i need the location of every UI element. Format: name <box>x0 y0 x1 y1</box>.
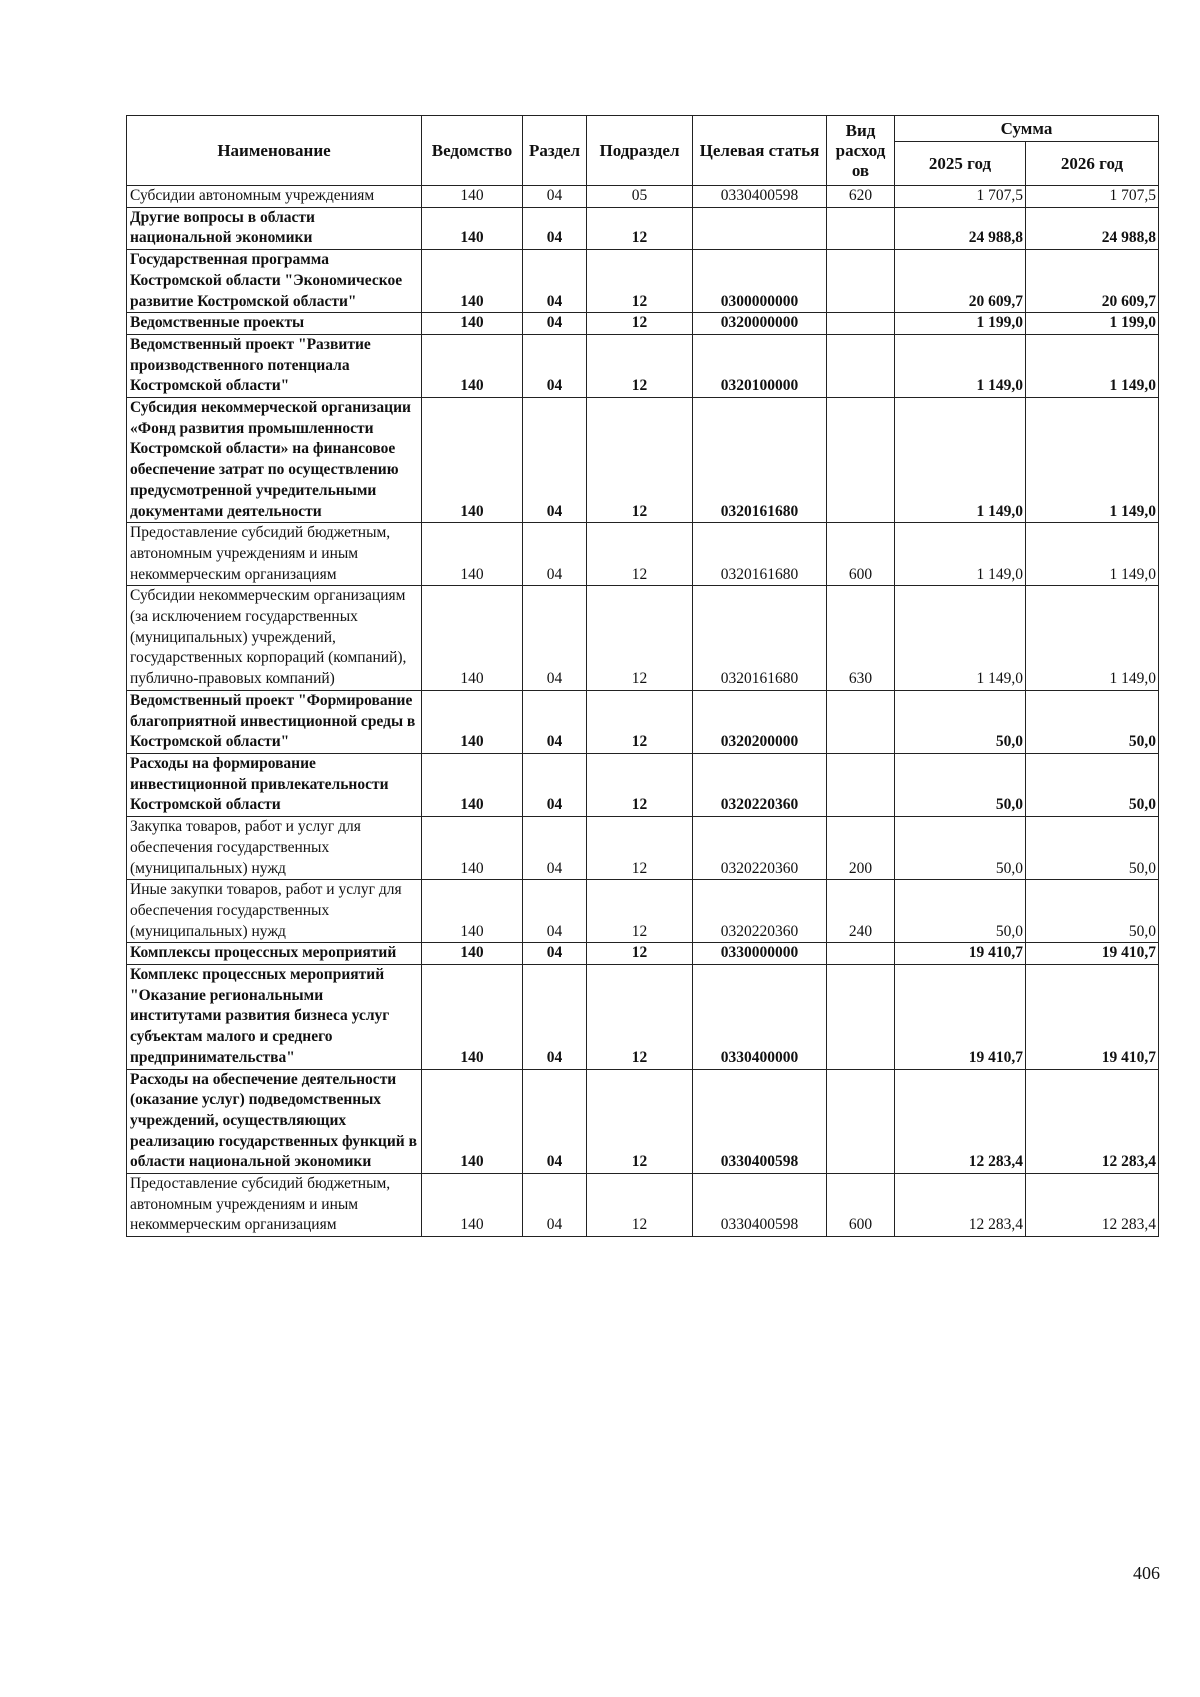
cell-razdel: 04 <box>523 1174 587 1237</box>
table-row <box>127 690 1159 753</box>
cell-vedomstvo: 140 <box>422 753 523 816</box>
cell-name: Субсидии некоммерческим организациям (за исключением государственных (муниципальных) учреждений, государственных корпораций (компаний), публично-правовых компаний) <box>127 586 422 691</box>
cell-name: Ведомственные проекты <box>127 313 422 335</box>
cell-name: Иные закупки товаров, работ и услуг для обеспечения государственных (муниципальных) нужд <box>127 880 422 943</box>
cell-podrazdel: 12 <box>587 1069 693 1174</box>
cell-name: Комплексы процессных мероприятий <box>127 943 422 965</box>
cell-podrazdel: 12 <box>587 586 693 691</box>
cell-sum-2026: 24 988,8 <box>1026 207 1159 249</box>
cell-tselevaya-statya <box>693 207 827 249</box>
table-row <box>127 753 1159 816</box>
cell-sum-2025: 1 149,0 <box>895 334 1026 397</box>
cell-vid-raskhodov <box>827 250 895 313</box>
cell-sum-2026: 50,0 <box>1026 690 1159 753</box>
cell-podrazdel: 05 <box>587 186 693 208</box>
cell-vedomstvo: 140 <box>422 207 523 249</box>
cell-name: Субсидия некоммерческой организации «Фонд развития промышленности Костромской области» на финансовое обеспечение затрат по осуществлению предусмотренной учредительными документами деятельности <box>127 398 422 523</box>
table-row <box>127 817 1159 880</box>
cell-vid-raskhodov: 240 <box>827 880 895 943</box>
cell-vid-raskhodov <box>827 690 895 753</box>
cell-razdel: 04 <box>523 753 587 816</box>
cell-razdel: 04 <box>523 586 587 691</box>
cell-podrazdel: 12 <box>587 250 693 313</box>
cell-vid-raskhodov <box>827 313 895 335</box>
cell-podrazdel: 12 <box>587 523 693 586</box>
cell-sum-2025: 24 988,8 <box>895 207 1026 249</box>
header-year-2025: 2025 год <box>895 142 1026 186</box>
header-vedomstvo: Ведомство <box>422 116 523 186</box>
cell-razdel: 04 <box>523 523 587 586</box>
cell-tselevaya-statya: 0320100000 <box>693 334 827 397</box>
cell-vedomstvo: 140 <box>422 690 523 753</box>
cell-sum-2025: 50,0 <box>895 690 1026 753</box>
cell-vid-raskhodov <box>827 1069 895 1174</box>
table-row <box>127 586 1159 691</box>
budget-table <box>126 115 1159 1237</box>
header-summa: Сумма <box>895 116 1159 142</box>
cell-razdel: 04 <box>523 207 587 249</box>
cell-name: Закупка товаров, работ и услуг для обеспечения государственных (муниципальных) нужд <box>127 817 422 880</box>
table-row <box>127 313 1159 335</box>
cell-tselevaya-statya: 0330000000 <box>693 943 827 965</box>
cell-sum-2026: 1 149,0 <box>1026 398 1159 523</box>
cell-razdel: 04 <box>523 943 587 965</box>
header-tselevaya-statya: Целевая статья <box>693 116 827 186</box>
cell-podrazdel: 12 <box>587 690 693 753</box>
cell-vedomstvo: 140 <box>422 186 523 208</box>
cell-vedomstvo: 140 <box>422 250 523 313</box>
cell-sum-2026: 19 410,7 <box>1026 943 1159 965</box>
cell-podrazdel: 12 <box>587 1174 693 1237</box>
cell-sum-2025: 1 199,0 <box>895 313 1026 335</box>
cell-podrazdel: 12 <box>587 817 693 880</box>
table-row <box>127 523 1159 586</box>
cell-razdel: 04 <box>523 880 587 943</box>
cell-vedomstvo: 140 <box>422 398 523 523</box>
cell-vedomstvo: 140 <box>422 1174 523 1237</box>
table-body <box>127 186 1159 1237</box>
cell-razdel: 04 <box>523 398 587 523</box>
cell-podrazdel: 12 <box>587 313 693 335</box>
cell-sum-2026: 19 410,7 <box>1026 965 1159 1070</box>
cell-vedomstvo: 140 <box>422 943 523 965</box>
cell-tselevaya-statya: 0330400000 <box>693 965 827 1070</box>
cell-vedomstvo: 140 <box>422 586 523 691</box>
table-row <box>127 250 1159 313</box>
table-row <box>127 880 1159 943</box>
cell-sum-2026: 50,0 <box>1026 753 1159 816</box>
cell-sum-2026: 1 149,0 <box>1026 586 1159 691</box>
cell-sum-2026: 1 707,5 <box>1026 186 1159 208</box>
cell-razdel: 04 <box>523 186 587 208</box>
cell-tselevaya-statya: 0320161680 <box>693 586 827 691</box>
cell-sum-2025: 1 149,0 <box>895 523 1026 586</box>
table-row <box>127 1069 1159 1174</box>
cell-vedomstvo: 140 <box>422 1069 523 1174</box>
cell-vedomstvo: 140 <box>422 880 523 943</box>
cell-vid-raskhodov: 600 <box>827 1174 895 1237</box>
cell-sum-2025: 12 283,4 <box>895 1174 1026 1237</box>
cell-name: Субсидии автономным учреждениям <box>127 186 422 208</box>
cell-tselevaya-statya: 0320000000 <box>693 313 827 335</box>
header-year-2026: 2026 год <box>1026 142 1159 186</box>
cell-vid-raskhodov: 630 <box>827 586 895 691</box>
cell-podrazdel: 12 <box>587 334 693 397</box>
cell-vid-raskhodov <box>827 398 895 523</box>
cell-tselevaya-statya: 0300000000 <box>693 250 827 313</box>
cell-name: Ведомственный проект "Развитие производственного потенциала Костромской области" <box>127 334 422 397</box>
table-row <box>127 1174 1159 1237</box>
page-number: 406 <box>1133 1563 1160 1583</box>
cell-vedomstvo: 140 <box>422 817 523 880</box>
cell-vedomstvo: 140 <box>422 523 523 586</box>
table-row <box>127 186 1159 208</box>
cell-podrazdel: 12 <box>587 398 693 523</box>
cell-sum-2026: 20 609,7 <box>1026 250 1159 313</box>
cell-tselevaya-statya: 0330400598 <box>693 186 827 208</box>
cell-sum-2025: 12 283,4 <box>895 1069 1026 1174</box>
table-row <box>127 334 1159 397</box>
cell-name: Предоставление субсидий бюджетным, автономным учреждениям и иным некоммерческим организациям <box>127 523 422 586</box>
cell-name: Комплекс процессных мероприятий "Оказание региональными институтами развития бизнеса услуг субъектам малого и среднего предпринимательства" <box>127 965 422 1070</box>
cell-vid-raskhodov <box>827 943 895 965</box>
cell-sum-2026: 50,0 <box>1026 880 1159 943</box>
cell-sum-2025: 1 707,5 <box>895 186 1026 208</box>
cell-vid-raskhodov <box>827 334 895 397</box>
header-name: Наименование <box>127 116 422 186</box>
header-vid-raskhodov: Вид расход ов <box>827 116 895 186</box>
table-row <box>127 965 1159 1070</box>
cell-name: Ведомственный проект "Формирование благоприятной инвестиционной среды в Костромской области" <box>127 690 422 753</box>
cell-razdel: 04 <box>523 250 587 313</box>
header-podrazdel: Подраздел <box>587 116 693 186</box>
cell-razdel: 04 <box>523 1069 587 1174</box>
cell-sum-2025: 19 410,7 <box>895 965 1026 1070</box>
cell-sum-2026: 12 283,4 <box>1026 1069 1159 1174</box>
cell-podrazdel: 12 <box>587 207 693 249</box>
cell-sum-2025: 50,0 <box>895 753 1026 816</box>
cell-sum-2025: 20 609,7 <box>895 250 1026 313</box>
cell-tselevaya-statya: 0320220360 <box>693 817 827 880</box>
cell-vedomstvo: 140 <box>422 965 523 1070</box>
cell-sum-2025: 50,0 <box>895 880 1026 943</box>
cell-sum-2026: 50,0 <box>1026 817 1159 880</box>
cell-name: Другие вопросы в области национальной экономики <box>127 207 422 249</box>
cell-tselevaya-statya: 0320161680 <box>693 398 827 523</box>
cell-razdel: 04 <box>523 313 587 335</box>
cell-sum-2025: 50,0 <box>895 817 1026 880</box>
cell-sum-2026: 1 149,0 <box>1026 334 1159 397</box>
cell-tselevaya-statya: 0320220360 <box>693 753 827 816</box>
table-row <box>127 398 1159 523</box>
cell-name: Предоставление субсидий бюджетным, автономным учреждениям и иным некоммерческим организациям <box>127 1174 422 1237</box>
cell-sum-2026: 1 149,0 <box>1026 523 1159 586</box>
cell-razdel: 04 <box>523 965 587 1070</box>
cell-tselevaya-statya: 0330400598 <box>693 1069 827 1174</box>
cell-vid-raskhodov: 620 <box>827 186 895 208</box>
cell-sum-2025: 1 149,0 <box>895 398 1026 523</box>
cell-vedomstvo: 140 <box>422 334 523 397</box>
cell-vid-raskhodov: 600 <box>827 523 895 586</box>
table-header <box>127 116 1159 186</box>
cell-razdel: 04 <box>523 817 587 880</box>
cell-name: Расходы на формирование инвестиционной привлекательности Костромской области <box>127 753 422 816</box>
cell-sum-2026: 1 199,0 <box>1026 313 1159 335</box>
cell-podrazdel: 12 <box>587 753 693 816</box>
header-razdel: Раздел <box>523 116 587 186</box>
cell-tselevaya-statya: 0330400598 <box>693 1174 827 1237</box>
table-row <box>127 207 1159 249</box>
cell-podrazdel: 12 <box>587 880 693 943</box>
cell-vid-raskhodov: 200 <box>827 817 895 880</box>
cell-vid-raskhodov <box>827 965 895 1070</box>
cell-vid-raskhodov <box>827 753 895 816</box>
cell-tselevaya-statya: 0320161680 <box>693 523 827 586</box>
cell-sum-2026: 12 283,4 <box>1026 1174 1159 1237</box>
cell-razdel: 04 <box>523 334 587 397</box>
cell-name: Расходы на обеспечение деятельности (оказание услуг) подведомственных учреждений, осуществляющих реализацию государственных функций в области национальной экономики <box>127 1069 422 1174</box>
cell-name: Государственная программа Костромской области "Экономическое развитие Костромской области" <box>127 250 422 313</box>
cell-vid-raskhodov <box>827 207 895 249</box>
cell-razdel: 04 <box>523 690 587 753</box>
cell-tselevaya-statya: 0320200000 <box>693 690 827 753</box>
cell-sum-2025: 19 410,7 <box>895 943 1026 965</box>
table-row <box>127 943 1159 965</box>
cell-sum-2025: 1 149,0 <box>895 586 1026 691</box>
cell-tselevaya-statya: 0320220360 <box>693 880 827 943</box>
cell-podrazdel: 12 <box>587 965 693 1070</box>
cell-podrazdel: 12 <box>587 943 693 965</box>
cell-vedomstvo: 140 <box>422 313 523 335</box>
